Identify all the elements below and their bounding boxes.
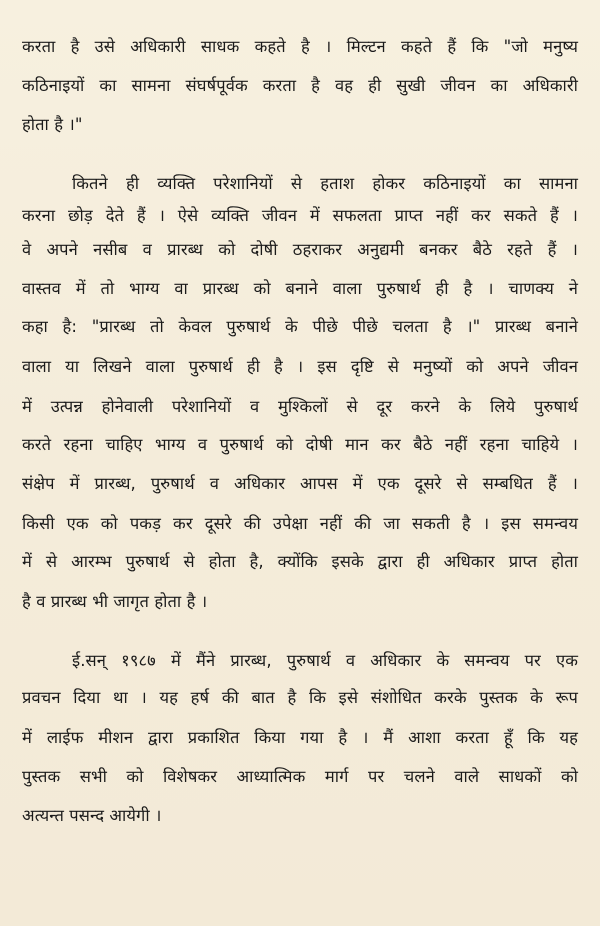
text-line: पुस्तक सभी को विशेषकर आध्यात्मिक मार्ग पर चलने वाले साधकों को — [22, 767, 578, 786]
text-line: वाला या लिखने वाला पुरुषार्थ ही है । इस दृष्टि से मनुष्यों को अपने जीवन — [22, 357, 578, 376]
text-line: अत्यन्त पसन्द आयेगी । — [22, 806, 162, 825]
text-line: किसी एक को पकड़ कर दूसरे की उपेक्षा नहीं की जा सकती है । इस समन्वय — [22, 514, 578, 533]
text-line: वे अपने नसीब व प्रारब्ध को दोषी ठहराकर अनुद्यमी बनकर बैठे रहते हैं । — [22, 240, 578, 259]
text-line: करते रहना चाहिए भाग्य व पुरुषार्थ को दोषी मान कर बैठे नहीं रहना चाहिये । — [22, 435, 578, 454]
text-line: वास्तव में तो भाग्य वा प्रारब्ध को बनाने वाला पुरुषार्थ ही है । चाणक्य ने — [22, 279, 578, 298]
text-line: ई.सन् १९८७ में मैंने प्रारब्ध, पुरुषार्थ व अधिकार के समन्वय पर एक — [72, 651, 578, 670]
text-line: कहा है: "प्रारब्ध तो केवल पुरुषार्थ के पीछे पीछे चलता है ।" प्रारब्ध बनाने — [22, 317, 578, 336]
text-line: है व प्रारब्ध भी जागृत होता है । — [22, 592, 208, 611]
text-line: में उत्पन्न होनेवाली परेशानियों व मुश्किलों से दूर करने के लिये पुरुषार्थ — [22, 397, 578, 416]
text-line: कठिनाइयों का सामना संघर्षपूर्वक करता है वह ही सुखी जीवन का अधिकारी — [22, 76, 578, 95]
text-line: प्रवचन दिया था । यह हर्ष की बात है कि इसे संशोधित करके पुस्तक के रूप — [22, 688, 578, 707]
text-line: करता है उसे अधिकारी साधक कहते है । मिल्टन कहते हैं कि "जो मनुष्य — [22, 37, 578, 56]
text-line: संक्षेप में प्रारब्ध, पुरुषार्थ व अधिकार आपस में एक दूसरे से सम्बधित हैं । — [22, 474, 578, 493]
text-line: होता है ।" — [22, 115, 83, 134]
text-line: में से आरम्भ पुरुषार्थ से होता है, क्योंकि इसके द्वारा ही अधिकार प्राप्त होता — [22, 552, 578, 571]
text-line: करना छोड़ देते हैं । ऐसे व्यक्ति जीवन में सफलता प्राप्त नहीं कर सकते हैं । — [22, 206, 578, 225]
text-line: में लाईफ मीशन द्वारा प्रकाशित किया गया है । मैं आशा करता हूँ कि यह — [22, 728, 578, 747]
text-line: कितने ही व्यक्ति परेशानियों से हताश होकर कठिनाइयों का सामना — [72, 174, 578, 193]
